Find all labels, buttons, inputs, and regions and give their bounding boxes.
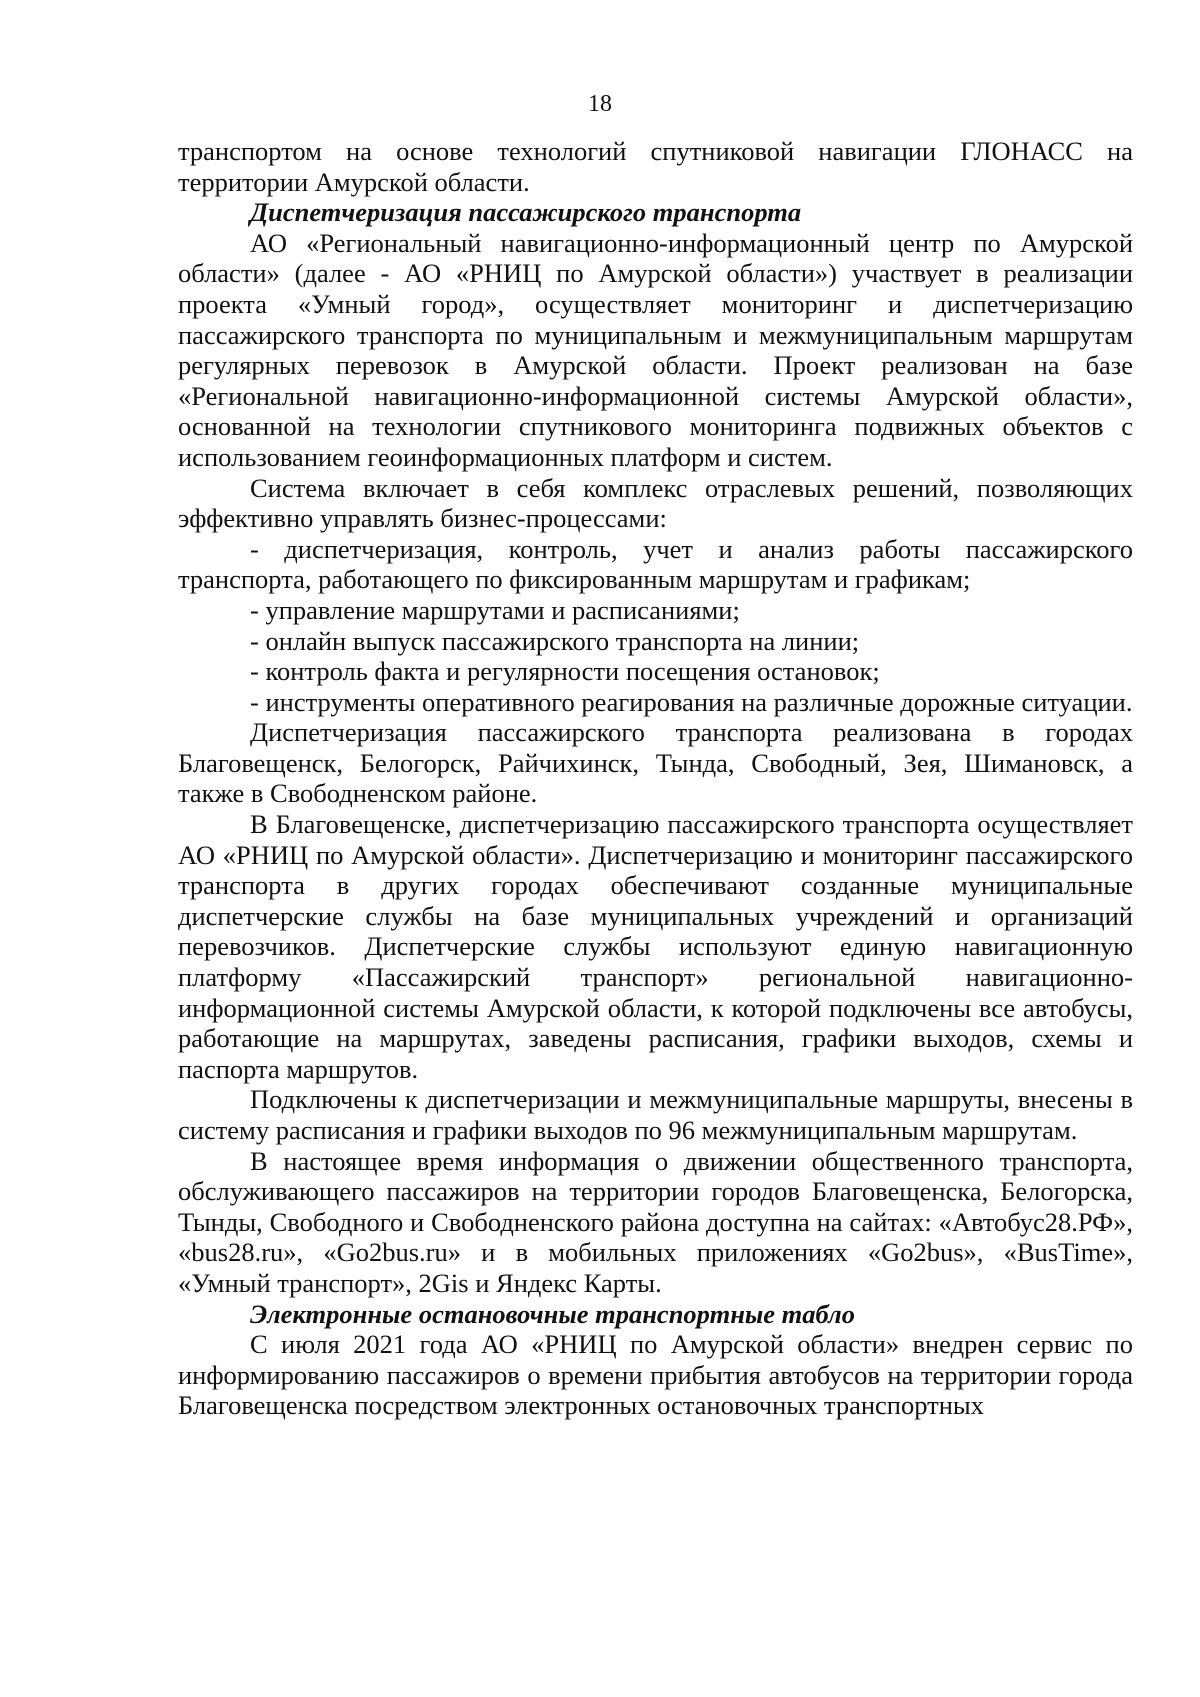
paragraph-online-info: В настоящее время информация о движении общественного транспорта, обслуживающего пассажиров на территории городов Благовещенска, Белогорска, Тынды, Свободного и Свободненского района доступна на сайтах: «Автобус28.РФ», «bus28.ru», «Go2bus.ru» и в мобильных приложениях «Go2bus», «BusTime», «Умный транспорт», 2Gis и Яндекс Карты. [178, 1145, 1133, 1298]
list-item: - контроль факта и регулярности посещения остановок; [250, 656, 880, 687]
page-number: 18 [588, 91, 612, 117]
list-item: - инструменты оперативного реагирования на различные дорожные ситуации. [250, 686, 1133, 717]
paragraph-blagoveshchensk: В Благовещенске, диспетчеризацию пассажирского транспорта осуществляет АО «РНИЦ по Амурской области». Диспетчеризацию и мониторинг пассажирского транспорта в других городах обеспечивают созданные муниципальные диспетчерские службы на базе муниципальных учреждений и организаций перевозчиков. Диспетчерские службы используют единую навигационную платформу «Пассажирский транспорт» региональной навигационно-информационной системы Амурской области, к которой подключены все автобусы, работающие на маршрутах, заведены расписания, графики выходов, схемы и паспорта маршрутов. [178, 809, 1133, 1084]
paragraph-cities: Диспетчеризация пассажирского транспорта реализована в городах Благовещенск, Белогорск, Райчихинск, Тында, Свободный, Зея, Шимановск, а также в Свободненском районе. [178, 717, 1133, 809]
paragraph-rnic-intro: АО «Региональный навигационно-информационный центр по Амурской области» (далее - АО «РНИЦ по Амурской области») участвует в реализации проекта «Умный город», осуществляет мониторинг и диспетчеризацию пассажирского транспорта по муниципальным и межмуниципальным маршрутам регулярных перевозок в Амурской области. Проект реализован на базе «Региональной навигационно-информационной системы Амурской области», основанной на технологии спутникового мониторинга подвижных объектов с использованием геоинформационных платформ и систем. [178, 227, 1133, 472]
section-heading-dispatching: Диспетчеризация пассажирского транспорта [250, 197, 802, 228]
list-item: - диспетчеризация, контроль, учет и анализ работы пассажирского транспорта, работающего по фиксированным маршрутам и графикам; [178, 533, 1133, 595]
list-item: - онлайн выпуск пассажирского транспорта на линии; [250, 625, 860, 656]
paragraph-system-includes: Система включает в себя комплекс отраслевых решений, позволяющих эффективно управлять бизнес-процессами: [178, 472, 1133, 534]
section-heading-electronic-boards: Электронные остановочные транспортные табло [250, 1298, 855, 1329]
paragraph-continuation: транспортом на основе технологий спутниковой навигации ГЛОНАСС на территории Амурской области. [178, 136, 1133, 197]
paragraph-electronic-boards: С июля 2021 года АО «РНИЦ по Амурской области» внедрен сервис по информированию пассажиров о времени прибытия автобусов на территории города Благовещенска посредством электронных остановочных транспортных [178, 1329, 1133, 1421]
list-item: - управление маршрутами и расписаниями; [250, 594, 740, 625]
paragraph-intermunicipal: Подключены к диспетчеризации и межмуниципальные маршруты, внесены в систему расписания и графики выходов по 96 межмуниципальным маршрутам. [178, 1084, 1133, 1145]
document-body [178, 136, 1133, 1421]
